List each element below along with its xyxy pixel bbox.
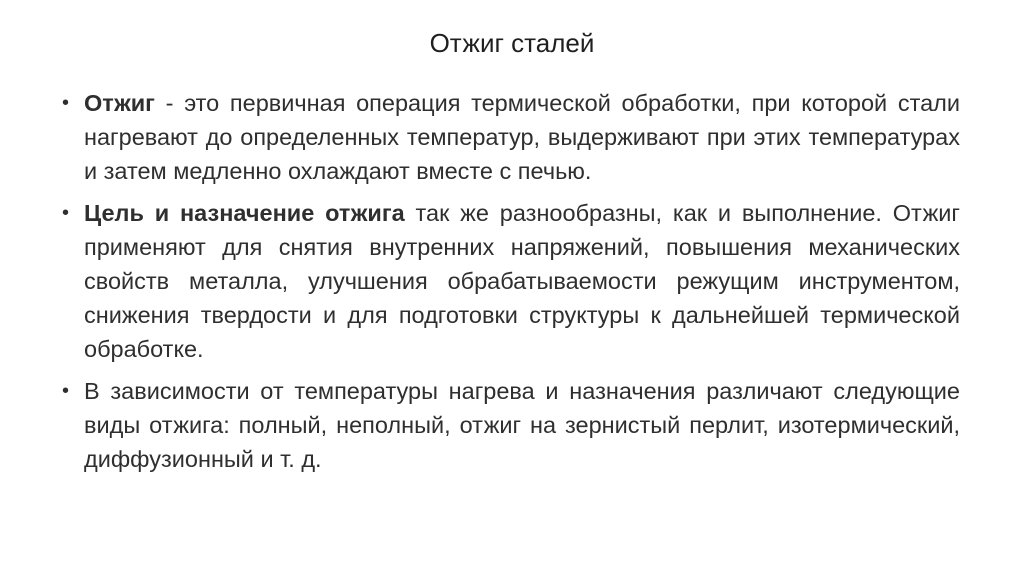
bullet-item [62,86,960,188]
bullet-dot-icon: • [62,92,70,114]
bullet-list [62,86,960,484]
slide-title: Отжиг сталей [429,28,595,58]
bullet-bold-term: Цель и назначение отжига [84,200,405,226]
bullet-item [62,196,960,366]
bullet-text: так же разнообразны, как и выполнение. Отжиг применяют для снятия внутренних напряжений, повышения механических свойств металла, улучшения обрабатываемости режущим инструментом, снижения твердости и для подготовки структуры к дальнейшей термической обработке. [84,200,960,362]
bullet-dot-icon: • [62,380,70,402]
bullet-text: В зависимости от температуры нагрева и назначения различают следующие виды отжига: полный, неполный, отжиг на зернистый перлит, изотермический, диффузионный и т. д. [84,378,960,472]
bullet-text: - это первичная операция термической обработки, при которой стали нагревают до определенных температур, выдерживают при этих температурах и затем медленно охлаждают вместе с печью. [84,90,960,184]
bullet-dot-icon: • [62,202,70,224]
bullet-item [62,374,960,476]
bullet-bold-term: Отжиг [84,90,155,116]
